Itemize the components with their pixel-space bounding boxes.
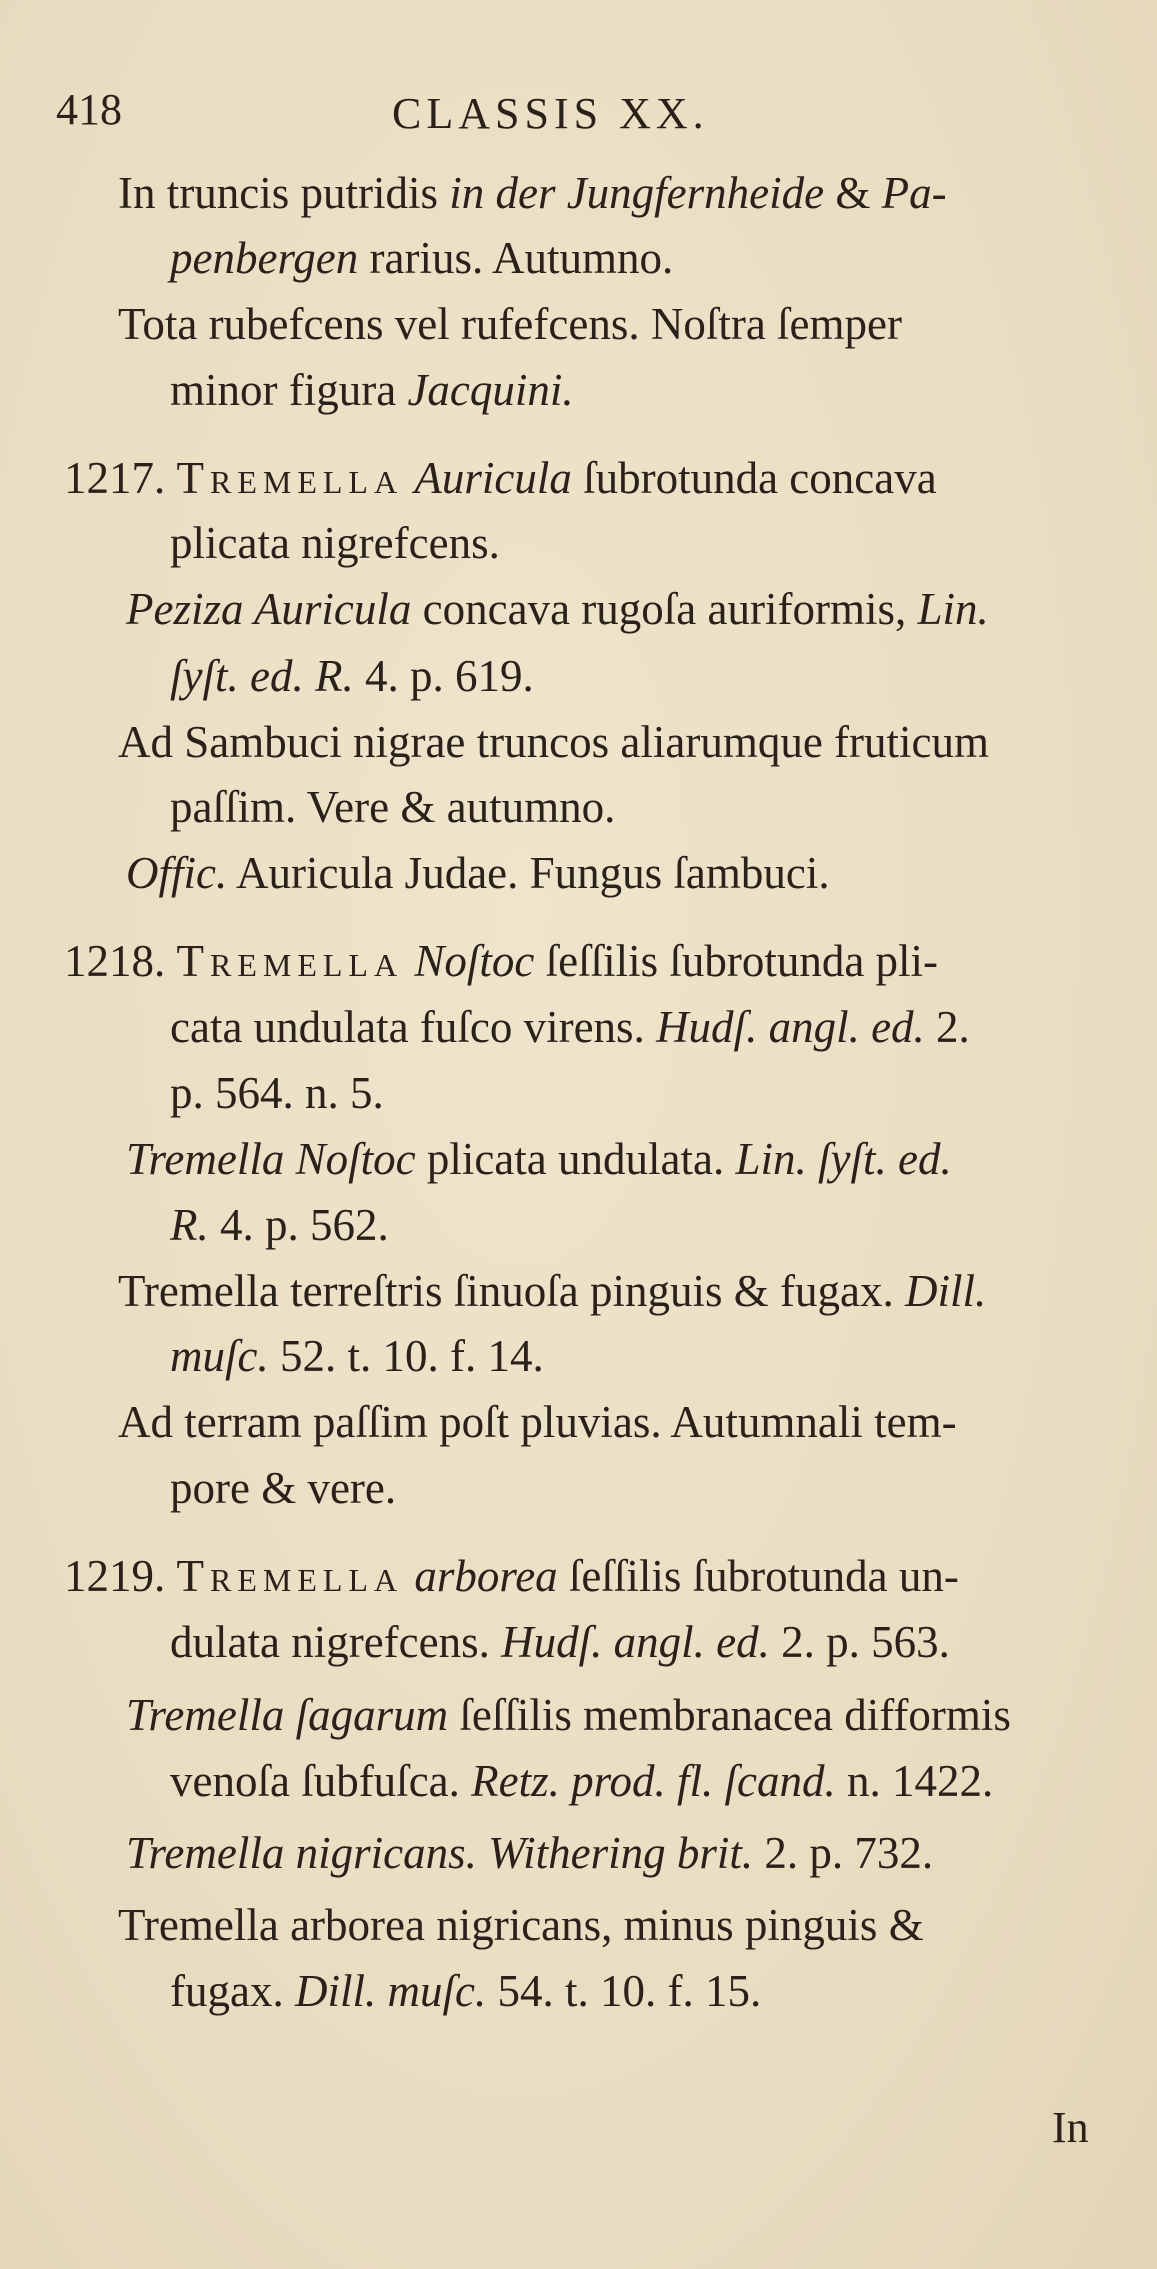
text-run: Tremella Noſtoc: [126, 1134, 416, 1184]
text-run: Dill. muſc.: [294, 1966, 487, 2016]
text-run: dulata nigrefcens.: [170, 1617, 502, 1667]
text-run: plicata nigrefcens.: [170, 518, 500, 568]
text-line: [170, 365, 574, 415]
text-run: arborea: [414, 1551, 558, 1601]
text-run: Ad Sambuci nigrae truncos aliarumque fruticum: [118, 717, 989, 767]
text-run: Tremella: [176, 1551, 404, 1601]
text-run: Jacquini.: [407, 365, 574, 415]
text-run: fugax.: [170, 1966, 295, 2016]
text-run: [403, 453, 414, 503]
text-run: minor figura: [170, 365, 408, 415]
text-run: Lin.: [917, 584, 989, 634]
page-number: 418: [56, 85, 122, 134]
text-line: [64, 936, 939, 986]
text-run: rarius. Autumno.: [358, 233, 674, 283]
text-run: Tremella arborea nigricans, minus pinguis &: [118, 1900, 924, 1950]
text-run: In truncis putridis: [118, 168, 450, 218]
text-run: ſeſſilis membranacea difformis: [448, 1690, 1011, 1740]
text-line: [118, 168, 947, 218]
text-run: Hudſ. angl. ed.: [656, 1002, 925, 1052]
text-run: Tremella terreſtris ſinuoſa pinguis & fugax.: [118, 1266, 905, 1316]
text-run: &: [824, 168, 882, 218]
text-line: [170, 1200, 389, 1250]
text-line: [126, 848, 830, 898]
text-run: 2.: [924, 1002, 970, 1052]
text-line: [118, 1900, 924, 1950]
text-run: Noſtoc: [414, 936, 535, 986]
text-run: ſeſſilis ſubrotunda pli-: [534, 936, 939, 986]
text-run: Lin. ſyſt. ed.: [735, 1134, 952, 1184]
text-line: [64, 1551, 959, 1601]
text-line: [118, 1397, 957, 1447]
text-run: Tremella nigricans. Withering brit.: [126, 1828, 754, 1878]
text-run: 4. p. 562.: [208, 1200, 389, 1250]
text-run: ſeſſilis ſubrotunda un-: [557, 1551, 959, 1601]
text-run: Tremella ſagarum: [126, 1690, 449, 1740]
text-run: Peziza Auricula: [126, 584, 412, 634]
text-run: Ad terram paſſim poſt pluvias. Autumnali tem-: [118, 1397, 957, 1447]
text-run: in der Jungfernheide: [449, 168, 825, 218]
text-run: Offic.: [126, 848, 228, 898]
text-line: [170, 1756, 994, 1806]
text-run: 52. t. 10. f. 14.: [268, 1331, 544, 1381]
text-line: [170, 233, 674, 283]
catchword: In: [1052, 2103, 1089, 2152]
text-run: ſubrotunda concava: [571, 453, 937, 503]
text-line: [170, 1068, 384, 1118]
text-run: Auricula: [414, 453, 572, 503]
text-line: [170, 1617, 950, 1667]
text-run: Pa-: [881, 168, 947, 218]
text-run: muſc.: [170, 1331, 269, 1381]
text-run: plicata undulata.: [415, 1134, 736, 1184]
text-run: n. 1422.: [835, 1756, 994, 1806]
text-run: venoſa ſubfuſca.: [170, 1756, 472, 1806]
text-run: Tota rubefcens vel rufefcens. Noſtra ſemper: [118, 299, 902, 349]
text-run: 54. t. 10. f. 15.: [486, 1966, 762, 2016]
text-run: cata undulata fuſco virens.: [170, 1002, 657, 1052]
text-line: [126, 1828, 934, 1878]
text-line: [118, 299, 902, 349]
text-line: [170, 1002, 970, 1052]
text-run: 2. p. 563.: [769, 1617, 950, 1667]
text-run: [403, 1551, 414, 1601]
text-line: [170, 1331, 544, 1381]
text-run: Auricula Judae. Fungus ſambuci.: [227, 848, 830, 898]
text-run: 2. p. 732.: [753, 1828, 934, 1878]
text-line: [126, 1134, 952, 1184]
text-line: [170, 1463, 397, 1513]
text-run: p. 564. n. 5.: [170, 1068, 384, 1118]
text-run: concava rugoſa auriformis,: [411, 584, 918, 634]
text-run: paſſim. Vere & autumno.: [170, 782, 616, 832]
text-run: Dill.: [904, 1266, 987, 1316]
text-line: [170, 1966, 762, 2016]
text-run: pore & vere.: [170, 1463, 397, 1513]
text-run: 1219.: [64, 1551, 177, 1601]
text-run: 4. p. 619.: [353, 651, 534, 701]
text-line: [64, 453, 937, 503]
text-run: penbergen: [170, 233, 359, 283]
text-line: [170, 782, 616, 832]
text-run: Hudſ. angl. ed.: [501, 1617, 770, 1667]
text-run: Tremella: [176, 453, 404, 503]
text-run: R.: [170, 1200, 209, 1250]
text-run: Tremella: [176, 936, 404, 986]
text-line: [170, 651, 534, 701]
text-run: Retz. prod. fl. ſcand.: [471, 1756, 836, 1806]
text-run: ſyſt. ed. R.: [170, 651, 354, 701]
text-line: [126, 1690, 1011, 1740]
text-line: [126, 584, 989, 634]
text-run: [403, 936, 414, 986]
text-line: [118, 1266, 987, 1316]
text-line: [170, 518, 500, 568]
text-line: [118, 717, 989, 767]
running-title: CLASSIS XX.: [392, 89, 709, 138]
text-run: 1217.: [64, 453, 177, 503]
text-run: 1218.: [64, 936, 177, 986]
